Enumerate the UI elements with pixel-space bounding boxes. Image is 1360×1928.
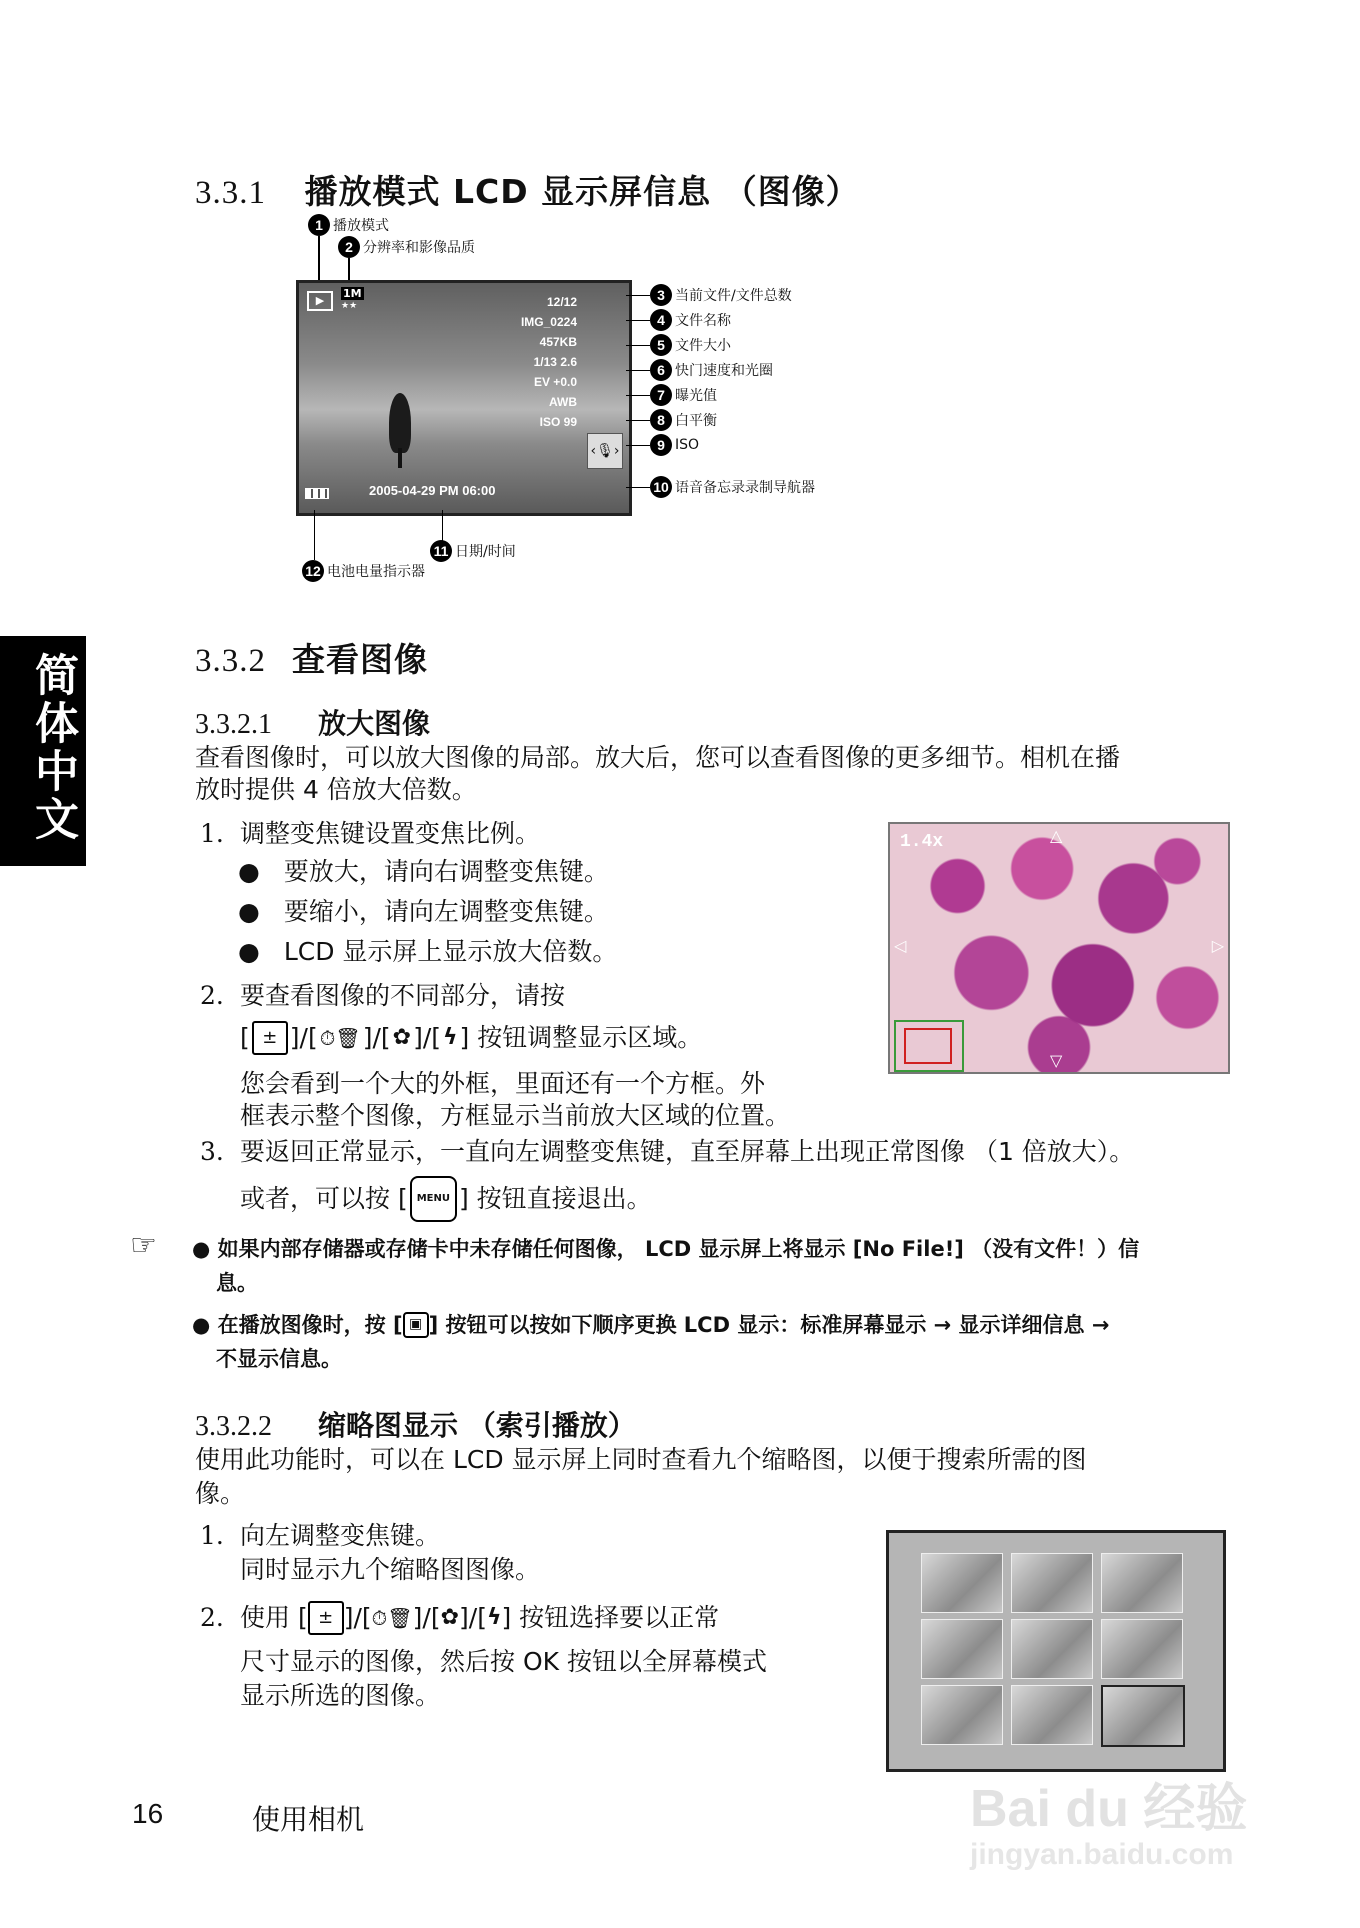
file-name: IMG_0224 bbox=[520, 315, 577, 329]
macro-icon: ✿ bbox=[392, 1025, 412, 1050]
thumbnail-grid-preview bbox=[886, 1530, 1226, 1772]
file-counter: 12/12 bbox=[546, 295, 577, 309]
zoom-ratio-label: 1.4x bbox=[900, 832, 944, 852]
callout-11: 11 日期/时间 bbox=[430, 540, 516, 562]
note-1-line-2: 息。 bbox=[216, 1271, 258, 1295]
zoom-step-3-line-2: 或者，可以按 [ MENU ] 按钮直接退出。 bbox=[240, 1176, 652, 1222]
section-heading-3-3-2: 3.3.2 查看图像 bbox=[195, 640, 428, 679]
note-2-line-2: 不显示信息。 bbox=[216, 1347, 342, 1371]
pan-left-arrow-icon: ◁ bbox=[894, 936, 907, 955]
timer-delete-icon: ⏱🗑 bbox=[319, 1026, 361, 1050]
zoom-bullet-1: ● 要放大，请向右调整变焦键。 bbox=[238, 857, 609, 886]
menu-button-icon: MENU bbox=[410, 1176, 457, 1222]
zoom-step-2-line-4: 框表示整个图像，方框显示当前放大区域的位置。 bbox=[240, 1101, 791, 1130]
thumbnail bbox=[921, 1619, 1003, 1679]
callout-9: 9 ISO bbox=[650, 434, 699, 456]
callout-5: 5 文件大小 bbox=[650, 334, 731, 356]
section-heading-3-3-2-1: 3.3.2.1 放大图像 bbox=[195, 707, 431, 740]
lcd-screen bbox=[296, 280, 632, 516]
pan-up-arrow-icon: △ bbox=[1050, 826, 1063, 845]
macro-icon: ✿ bbox=[440, 1605, 460, 1630]
callout-7: 7 曝光值 bbox=[650, 384, 717, 406]
thumb-step-1-line-2: 同时显示九个缩略图图像。 bbox=[240, 1555, 541, 1584]
flash-icon: ϟ bbox=[486, 1605, 502, 1630]
display-button-icon: ▣ bbox=[403, 1312, 429, 1338]
footer-section-title: 使用相机 bbox=[252, 1803, 365, 1836]
thumb-intro-line-2: 像。 bbox=[195, 1479, 246, 1508]
section-heading-3-3-1 bbox=[195, 166, 860, 213]
thumbnail-selected bbox=[1101, 1685, 1185, 1747]
thumb-step-2-line-3: 显示所选的图像。 bbox=[240, 1681, 441, 1710]
flash-icon: ϟ bbox=[443, 1025, 458, 1050]
note-hand-icon: ☞ bbox=[130, 1228, 157, 1263]
zoom-navigator-inner-frame bbox=[904, 1028, 952, 1064]
zoom-step-2-buttons: [ ± ]/[ ⏱🗑 ]/[ ✿ ]/[ ϟ ] 按钮调整显示区域。 bbox=[240, 1020, 702, 1056]
lcd-info-diagram bbox=[290, 214, 870, 584]
callout-8: 8 白平衡 bbox=[650, 409, 717, 431]
exposure-icon: ± bbox=[252, 1021, 288, 1055]
callout-6: 6 快门速度和光圈 bbox=[650, 359, 773, 381]
page-number: 16 bbox=[132, 1798, 164, 1829]
thumb-step-2-line-2: 尺寸显示的图像，然后按 OK 按钮以全屏幕模式 bbox=[240, 1647, 767, 1676]
timer-delete-icon: ⏱🗑 bbox=[371, 1606, 413, 1630]
note-1: ● 如果内部存储器或存储卡中未存储任何图像， LCD 显示屏上将显示 [No File!] （没有文件！）信 bbox=[192, 1237, 1140, 1261]
exposure-icon: ± bbox=[308, 1601, 344, 1635]
date-time: 2005-04-29 PM 06:00 bbox=[369, 483, 496, 498]
thumbnail bbox=[1101, 1619, 1183, 1679]
section-heading-3-3-2-2: 3.3.2.2 缩略图显示 （索引播放） bbox=[195, 1409, 636, 1442]
exposure-value: EV +0.0 bbox=[533, 375, 577, 389]
shutter-aperture: 1/13 2.6 bbox=[533, 355, 577, 369]
baidu-watermark-logo: Bai du 经验 bbox=[970, 1780, 1248, 1838]
thumbnail bbox=[1011, 1685, 1093, 1745]
play-mode-icon: ▶ bbox=[307, 291, 333, 311]
zoom-intro-line-1: 查看图像时，可以放大图像的局部。放大后，您可以查看图像的更多细节。相机在播 bbox=[195, 743, 1121, 772]
tree-image bbox=[389, 393, 411, 453]
file-size: 457KB bbox=[539, 335, 577, 349]
voice-memo-navigator-icon: ‹🎙› bbox=[587, 433, 623, 469]
thumb-step-2: 2. 使用 [ ± ]/[ ⏱🗑 ]/[ ✿ ]/[ ϟ ] 按钮选择要以正常 bbox=[200, 1600, 719, 1636]
thumb-intro-line-1: 使用此功能时，可以在 LCD 显示屏上同时查看九个缩略图，以便于搜索所需的图 bbox=[195, 1445, 1087, 1474]
resolution-label: 1M bbox=[343, 287, 362, 300]
zoom-step-1: 1. 调整变焦键设置变焦比例。 bbox=[200, 819, 541, 848]
iso-value: ISO 99 bbox=[539, 415, 577, 429]
callout-4: 4 文件名称 bbox=[650, 309, 731, 331]
thumbnail bbox=[1101, 1553, 1183, 1613]
zoom-navigator-outer-frame bbox=[894, 1020, 964, 1072]
callout-2: 2 分辨率和影像品质 bbox=[338, 236, 475, 258]
pan-down-arrow-icon: ▽ bbox=[1050, 1051, 1063, 1070]
callout-3: 3 当前文件/文件总数 bbox=[650, 284, 792, 306]
callout-1: 1 播放模式 bbox=[308, 214, 389, 236]
battery-icon bbox=[305, 488, 329, 499]
thumb-step-1: 1. 向左调整变焦键。 bbox=[200, 1521, 441, 1550]
white-balance: AWB bbox=[549, 395, 577, 409]
side-tab-label: 简体中文 bbox=[27, 652, 78, 844]
zoomed-image-preview bbox=[888, 822, 1230, 1074]
thumbnail bbox=[921, 1685, 1003, 1745]
zoom-step-2-line-3: 您会看到一个大的外框，里面还有一个方框。外 bbox=[240, 1069, 766, 1098]
thumbnail bbox=[1011, 1619, 1093, 1679]
baidu-watermark-url: jingyan.baidu.com bbox=[970, 1838, 1234, 1871]
callout-12: 12 电池电量指示器 bbox=[302, 560, 425, 582]
callout-10: 10 语音备忘录录制导航器 bbox=[650, 476, 815, 498]
section-number: 3.3.1 bbox=[195, 175, 266, 211]
note-2: ● 在播放图像时，按 [ ▣ ] 按钮可以按如下顺序更换 LCD 显示：标准屏幕显示 → 显示详细信息 → bbox=[192, 1313, 1110, 1337]
zoom-bullet-3: ● LCD 显示屏上显示放大倍数。 bbox=[238, 937, 618, 966]
quality-stars: ★★ bbox=[341, 301, 358, 311]
zoom-step-2: 2. 要查看图像的不同部分，请按 bbox=[200, 981, 566, 1010]
section-title: 播放模式 LCD 显示屏信息 （图像） bbox=[304, 172, 860, 211]
pan-right-arrow-icon: ▷ bbox=[1211, 936, 1224, 955]
zoom-step-3: 3. 要返回正常显示，一直向左调整变焦键，直至屏幕上出现正常图像 （1 倍放大）。 bbox=[200, 1137, 1135, 1166]
zoom-bullet-2: ● 要缩小，请向左调整变焦键。 bbox=[238, 897, 609, 926]
thumbnail bbox=[921, 1553, 1003, 1613]
thumbnail bbox=[1011, 1553, 1093, 1613]
zoom-intro-line-2: 放时提供 4 倍放大倍数。 bbox=[195, 775, 477, 804]
language-side-tab bbox=[0, 636, 86, 866]
